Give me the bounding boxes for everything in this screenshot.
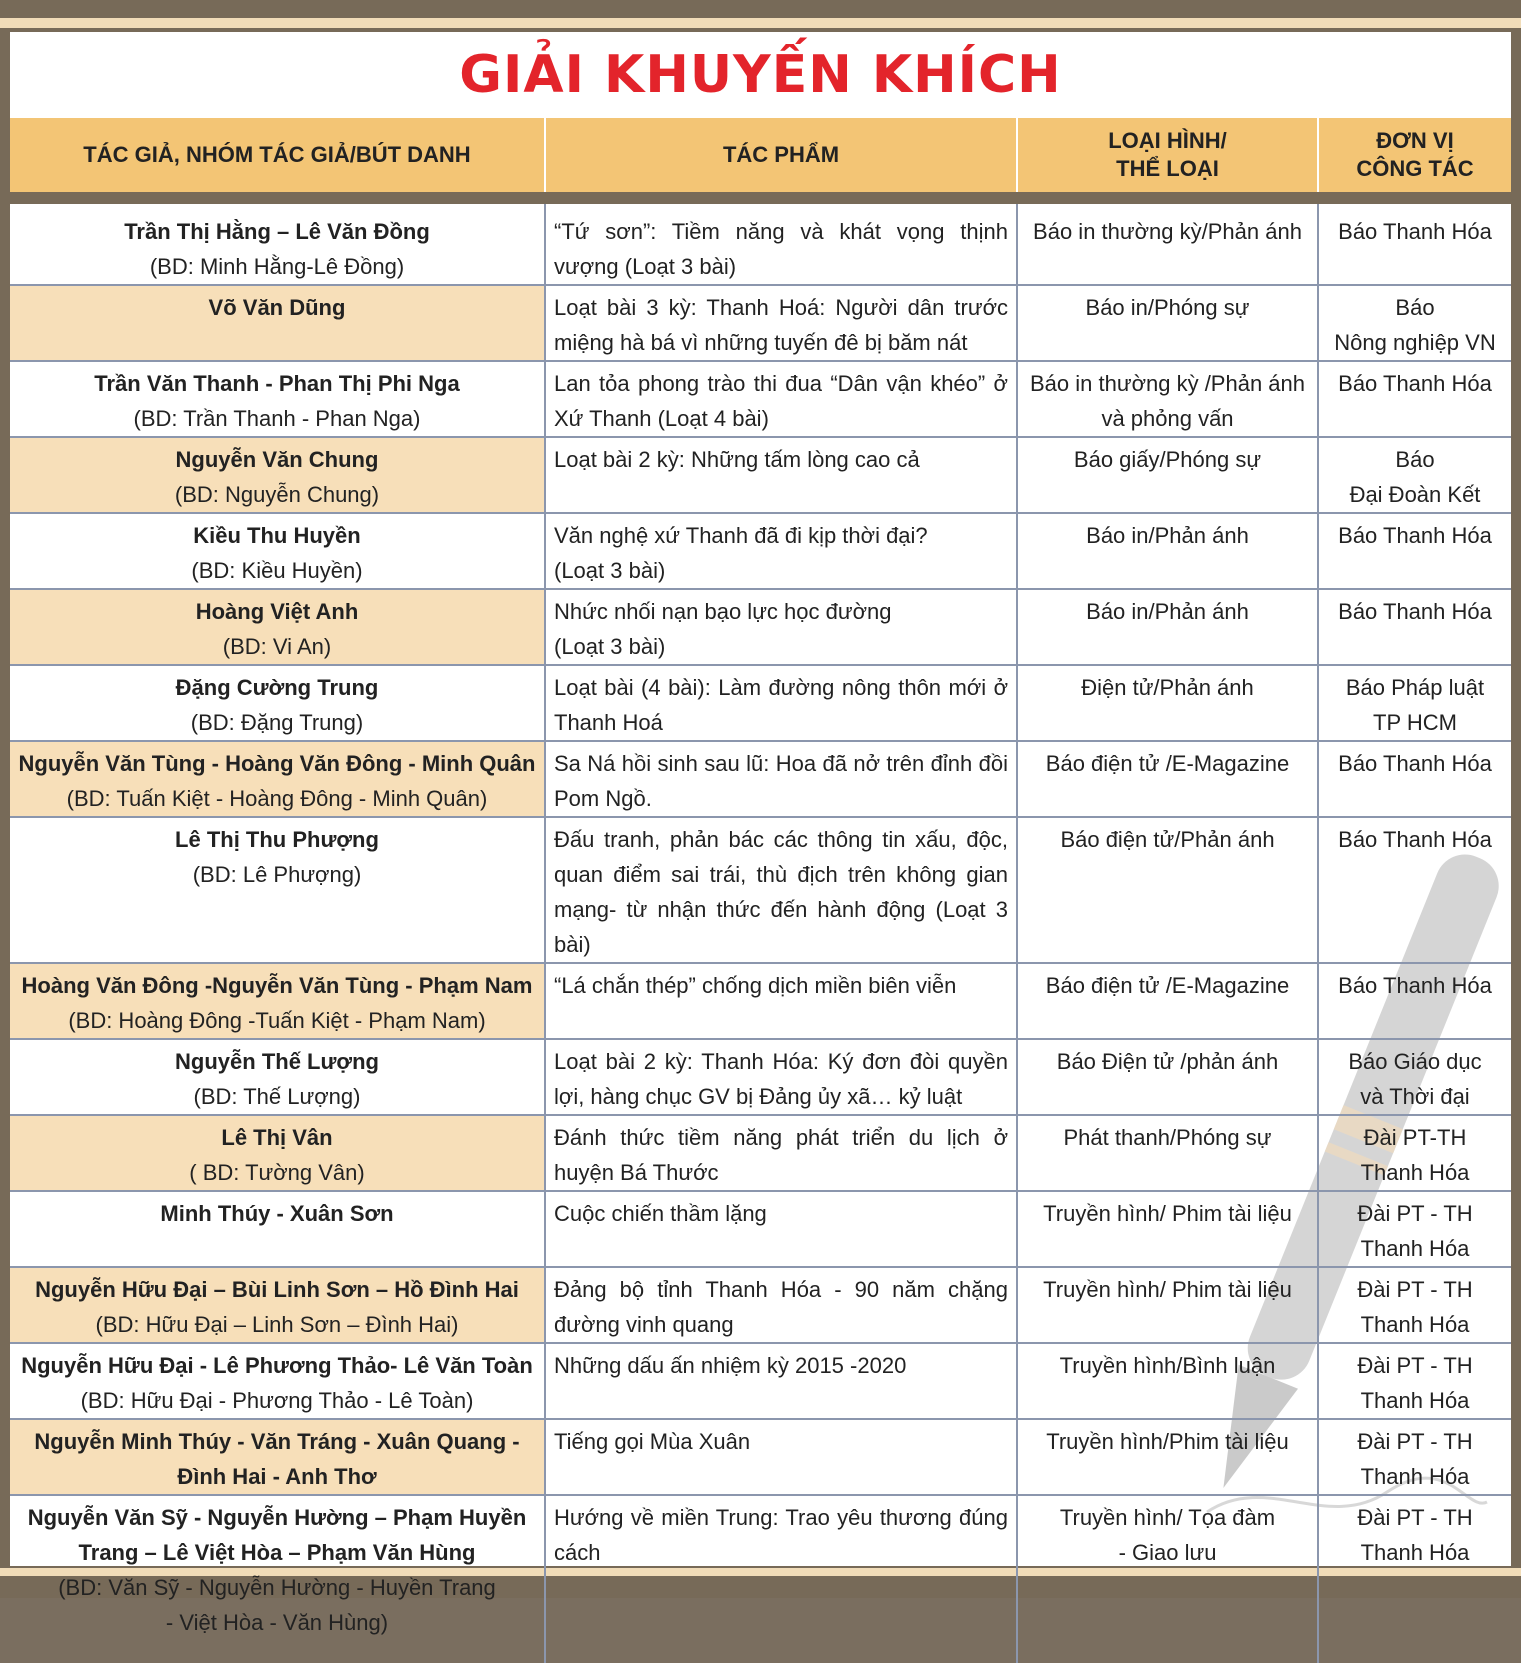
header-type: LOẠI HÌNH/ THỂ LOẠI: [1017, 118, 1318, 192]
table-row: [10, 589, 1511, 665]
work-title: Hướng về miền Trung: Trao yêu thương đúng cách: [554, 1505, 1008, 1565]
type-cell: [1017, 665, 1318, 741]
author-name: Hoàng Văn Đông -Nguyễn Văn Tùng - Phạm Nam: [21, 973, 533, 998]
header-author: TÁC GIẢ, NHÓM TÁC GIẢ/BÚT DANH: [10, 118, 545, 192]
organization-text: Đài PT - TH: [1357, 1201, 1473, 1226]
type-cell: [1017, 1191, 1318, 1267]
work-cell: [545, 1267, 1017, 1343]
work-title: Nhức nhối nạn bạo lực học đường: [554, 599, 892, 624]
pen-name: ( BD: Tường Vân): [189, 1160, 365, 1185]
work-title: Cuộc chiến thầm lặng: [554, 1201, 767, 1226]
author-name: Lê Thị Thu Phượng: [175, 827, 379, 852]
pen-name: (BD: Thế Lượng): [193, 1084, 361, 1109]
genre-text: Báo điện tử /E-Magazine: [1045, 973, 1290, 998]
unit-cell: [1318, 1115, 1511, 1191]
organization-text: Đài PT - TH: [1357, 1429, 1473, 1454]
table-row: [10, 1115, 1511, 1191]
awards-table: [10, 118, 1511, 1663]
unit-cell: [1318, 963, 1511, 1039]
header-unit: ĐƠN VỊ CÔNG TÁC: [1318, 118, 1511, 192]
unit-cell: [1318, 285, 1511, 361]
organization-text: Báo Giáo dục: [1348, 1049, 1482, 1074]
author-cell: [10, 817, 545, 963]
work-cell: [545, 361, 1017, 437]
pen-name: (BD: Nguyễn Chung): [174, 482, 380, 507]
organization-text: Đài PT - TH: [1357, 1277, 1473, 1302]
author-name: Nguyễn Minh Thúy - Văn Tráng - Xuân Quang -: [34, 1429, 520, 1454]
organization-text: Nông nghiệp VN: [1334, 330, 1496, 355]
author-name: Nguyễn Hữu Đại - Lê Phương Thảo- Lê Văn Toàn: [21, 1353, 533, 1378]
work-cell: [545, 204, 1017, 285]
organization-text: Báo Pháp luật: [1345, 675, 1485, 700]
genre-text: Truyền hình/ Phim tài liệu: [1043, 1277, 1292, 1302]
author-cell: [10, 437, 545, 513]
author-name: Nguyễn Văn Chung: [175, 447, 379, 472]
genre-text: và phỏng vấn: [1101, 406, 1234, 431]
organization-text: Đại Đoàn Kết: [1349, 482, 1481, 507]
work-cell: [545, 741, 1017, 817]
genre-text: Điện tử/Phản ánh: [1081, 675, 1254, 700]
work-title: Đấu tranh, phản bác các thông tin xấu, độc, quan điểm sai trái, thù địch trên không gian mạng- từ nhận thức đến hành động (Loạt 3 bài): [554, 827, 1008, 957]
table-row: [10, 817, 1511, 963]
table-body: [10, 204, 1511, 1663]
author-name: Đình Hai - Anh Thơ: [177, 1464, 377, 1489]
table-row: [10, 513, 1511, 589]
author-name: Minh Thúy - Xuân Sơn: [160, 1201, 394, 1226]
organization-text: Thanh Hóa: [1360, 1464, 1470, 1489]
genre-text: Truyền hình/Bình luận: [1059, 1353, 1276, 1378]
author-name: Nguyễn Hữu Đại – Bùi Linh Sơn – Hồ Đình Hai: [35, 1277, 519, 1302]
author-cell: [10, 665, 545, 741]
type-cell: [1017, 589, 1318, 665]
page-title: GIẢI KHUYẾN KHÍCH: [459, 45, 1062, 105]
unit-cell: [1318, 513, 1511, 589]
genre-text: - Giao lưu: [1118, 1540, 1217, 1565]
type-cell: [1017, 817, 1318, 963]
table-row: [10, 285, 1511, 361]
organization-text: Báo Thanh Hóa: [1338, 599, 1492, 624]
work-cell: [545, 1343, 1017, 1419]
author-cell: [10, 1115, 545, 1191]
table-row: [10, 1039, 1511, 1115]
type-cell: [1017, 204, 1318, 285]
organization-text: Báo Thanh Hóa: [1338, 973, 1492, 998]
table-row: [10, 361, 1511, 437]
organization-text: Báo Thanh Hóa: [1338, 827, 1492, 852]
author-cell: [10, 285, 545, 361]
work-title: Lan tỏa phong trào thi đua “Dân vận khéo” ở Xứ Thanh (Loạt 4 bài): [554, 371, 1008, 431]
genre-text: Báo in/Phóng sự: [1085, 295, 1250, 320]
award-sheet: [10, 32, 1511, 1635]
table-row: [10, 1419, 1511, 1495]
author-cell: [10, 1343, 545, 1419]
table-row: [10, 1495, 1511, 1663]
work-title: Loạt bài (4 bài): Làm đường nông thôn mới ở Thanh Hoá: [554, 675, 1008, 735]
work-title: Loạt bài 2 kỳ: Thanh Hóa: Ký đơn đòi quyền lợi, hàng chục GV bị Đảng ủy xã… kỷ luật: [554, 1049, 1008, 1109]
author-cell: [10, 963, 545, 1039]
unit-cell: [1318, 1495, 1511, 1663]
table-row: [10, 1191, 1511, 1267]
genre-text: Truyền hình/Phim tài liệu: [1046, 1429, 1289, 1454]
work-cell: [545, 437, 1017, 513]
organization-text: Thanh Hóa: [1360, 1160, 1470, 1185]
work-title: “Tứ sơn”: Tiềm năng và khát vọng thịnh vượng (Loạt 3 bài): [554, 219, 1008, 279]
work-cell: [545, 817, 1017, 963]
organization-text: và Thời đại: [1360, 1084, 1470, 1109]
work-cell: [545, 1419, 1017, 1495]
author-name: Nguyễn Văn Sỹ - Nguyễn Hường – Phạm Huyền: [27, 1505, 527, 1530]
genre-text: Báo giấy/Phóng sự: [1073, 447, 1262, 472]
author-name: Trần Thị Hằng – Lê Văn Đồng: [124, 219, 430, 244]
organization-text: Thanh Hóa: [1360, 1388, 1470, 1413]
pen-name: (BD: Minh Hằng-Lê Đồng): [149, 254, 405, 279]
genre-text: Báo in/Phản ánh: [1086, 599, 1249, 624]
author-cell: [10, 1191, 545, 1267]
work-cell: [545, 963, 1017, 1039]
type-cell: [1017, 361, 1318, 437]
pen-name: (BD: Kiều Huyền): [191, 558, 363, 583]
pen-name: (BD: Văn Sỹ - Nguyễn Hường - Huyền Trang: [58, 1575, 496, 1600]
author-name: Trần Văn Thanh - Phan Thị Phi Nga: [94, 371, 460, 396]
work-title: Loạt bài 3 kỳ: Thanh Hoá: Người dân trước miệng hà bá vì những tuyến đê bị băm nát: [554, 295, 1008, 355]
author-name: Đặng Cường Trung: [175, 675, 379, 700]
type-cell: [1017, 1115, 1318, 1191]
work-cell: [545, 1115, 1017, 1191]
pen-name: (BD: Hoàng Đông -Tuấn Kiệt - Phạm Nam): [68, 1008, 486, 1033]
pen-name: (BD: Vi An): [222, 634, 332, 659]
table-row: [10, 1267, 1511, 1343]
table-row: [10, 963, 1511, 1039]
work-title: Loạt bài 2 kỳ: Những tấm lòng cao cả: [554, 447, 920, 472]
organization-text: Báo Thanh Hóa: [1338, 371, 1492, 396]
author-cell: [10, 204, 545, 285]
pen-name: - Việt Hòa - Văn Hùng): [165, 1610, 389, 1635]
author-name: Lê Thị Vân: [221, 1125, 333, 1150]
author-cell: [10, 361, 545, 437]
work-cell: [545, 665, 1017, 741]
unit-cell: [1318, 361, 1511, 437]
organization-text: Thanh Hóa: [1360, 1312, 1470, 1337]
pen-name: (BD: Tuấn Kiệt - Hoàng Đông - Minh Quân): [66, 786, 488, 811]
genre-text: Báo in/Phản ánh: [1086, 523, 1249, 548]
unit-cell: [1318, 204, 1511, 285]
work-title: Văn nghệ xứ Thanh đã đi kịp thời đại?: [554, 523, 928, 548]
genre-text: Báo điện tử /E-Magazine: [1045, 751, 1290, 776]
table-row: [10, 741, 1511, 817]
organization-text: TP HCM: [1373, 710, 1457, 735]
table-row: [10, 204, 1511, 285]
work-cell: [545, 1039, 1017, 1115]
type-cell: [1017, 437, 1318, 513]
organization-text: Thanh Hóa: [1360, 1540, 1470, 1565]
pen-name: (BD: Lê Phượng): [192, 862, 362, 887]
author-cell: [10, 741, 545, 817]
author-cell: [10, 513, 545, 589]
unit-cell: [1318, 665, 1511, 741]
unit-cell: [1318, 1039, 1511, 1115]
genre-text: Truyền hình/ Tọa đàm: [1059, 1505, 1276, 1530]
organization-text: Báo: [1395, 295, 1435, 320]
work-title: Tiếng gọi Mùa Xuân: [554, 1429, 751, 1454]
unit-cell: [1318, 589, 1511, 665]
unit-cell: [1318, 437, 1511, 513]
genre-text: Báo Điện tử /phản ánh: [1056, 1049, 1279, 1074]
top-border-strip: [0, 18, 1521, 28]
table-row: [10, 665, 1511, 741]
organization-text: Báo Thanh Hóa: [1338, 523, 1492, 548]
work-title: (Loạt 3 bài): [554, 558, 666, 583]
pen-name: (BD: Đặng Trung): [190, 710, 364, 735]
work-cell: [545, 1495, 1017, 1663]
table-header-row: [10, 118, 1511, 192]
author-name: Nguyễn Văn Tùng - Hoàng Văn Đông - Minh Quân: [18, 751, 536, 776]
header-work: TÁC PHẨM: [545, 118, 1017, 192]
unit-cell: [1318, 1267, 1511, 1343]
work-cell: [545, 513, 1017, 589]
work-title: Đảng bộ tỉnh Thanh Hóa - 90 năm chặng đường vinh quang: [554, 1277, 1008, 1337]
author-cell: [10, 1495, 545, 1663]
unit-cell: [1318, 1191, 1511, 1267]
type-cell: [1017, 285, 1318, 361]
organization-text: Thanh Hóa: [1360, 1236, 1470, 1261]
genre-text: Báo điện tử/Phản ánh: [1060, 827, 1275, 852]
type-cell: [1017, 1039, 1318, 1115]
work-title: Đánh thức tiềm năng phát triển du lịch ở huyện Bá Thước: [554, 1125, 1008, 1185]
organization-text: Đài PT - TH: [1357, 1505, 1473, 1530]
pen-name: (BD: Hữu Đại – Linh Sơn – Đình Hai): [95, 1312, 459, 1337]
genre-text: Báo in thường kỳ /Phản ánh: [1030, 371, 1305, 396]
work-cell: [545, 589, 1017, 665]
header-separator: [10, 192, 1511, 204]
genre-text: Phát thanh/Phóng sự: [1063, 1125, 1272, 1150]
table-row: [10, 437, 1511, 513]
work-cell: [545, 1191, 1017, 1267]
unit-cell: [1318, 1343, 1511, 1419]
pen-name: (BD: Hữu Đại - Phương Thảo - Lê Toàn): [80, 1388, 474, 1413]
genre-text: Truyền hình/ Phim tài liệu: [1043, 1201, 1292, 1226]
organization-text: Báo Thanh Hóa: [1338, 751, 1492, 776]
author-name: Hoàng Việt Anh: [195, 599, 359, 624]
unit-cell: [1318, 817, 1511, 963]
author-cell: [10, 1267, 545, 1343]
type-cell: [1017, 963, 1318, 1039]
work-cell: [545, 285, 1017, 361]
genre-text: Báo in thường kỳ/Phản ánh: [1033, 219, 1302, 244]
unit-cell: [1318, 741, 1511, 817]
organization-text: Báo: [1395, 447, 1435, 472]
type-cell: [1017, 513, 1318, 589]
unit-cell: [1318, 1419, 1511, 1495]
type-cell: [1017, 1419, 1318, 1495]
work-title: (Loạt 3 bài): [554, 634, 666, 659]
author-name: Kiều Thu Huyền: [193, 523, 361, 548]
author-cell: [10, 1419, 545, 1495]
work-title: “Lá chắn thép” chống dịch miền biên viễn: [554, 973, 957, 998]
pen-name: (BD: Trần Thanh - Phan Nga): [133, 406, 421, 431]
organization-text: Đài PT-TH: [1363, 1125, 1467, 1150]
type-cell: [1017, 1267, 1318, 1343]
organization-text: Đài PT - TH: [1357, 1353, 1473, 1378]
work-title: Sa Ná hồi sinh sau lũ: Hoa đã nở trên đỉnh đồi Pom Ngồ.: [554, 751, 1008, 811]
author-cell: [10, 589, 545, 665]
author-name: Nguyễn Thế Lượng: [175, 1049, 379, 1074]
type-cell: [1017, 1343, 1318, 1419]
author-name: Trang – Lê Việt Hòa – Phạm Văn Hùng: [78, 1540, 476, 1565]
organization-text: Báo Thanh Hóa: [1338, 219, 1492, 244]
type-cell: [1017, 1495, 1318, 1663]
author-cell: [10, 1039, 545, 1115]
work-title: Những dấu ấn nhiệm kỳ 2015 -2020: [554, 1353, 907, 1378]
author-name: Võ Văn Dũng: [208, 295, 346, 320]
type-cell: [1017, 741, 1318, 817]
table-row: [10, 1343, 1511, 1419]
